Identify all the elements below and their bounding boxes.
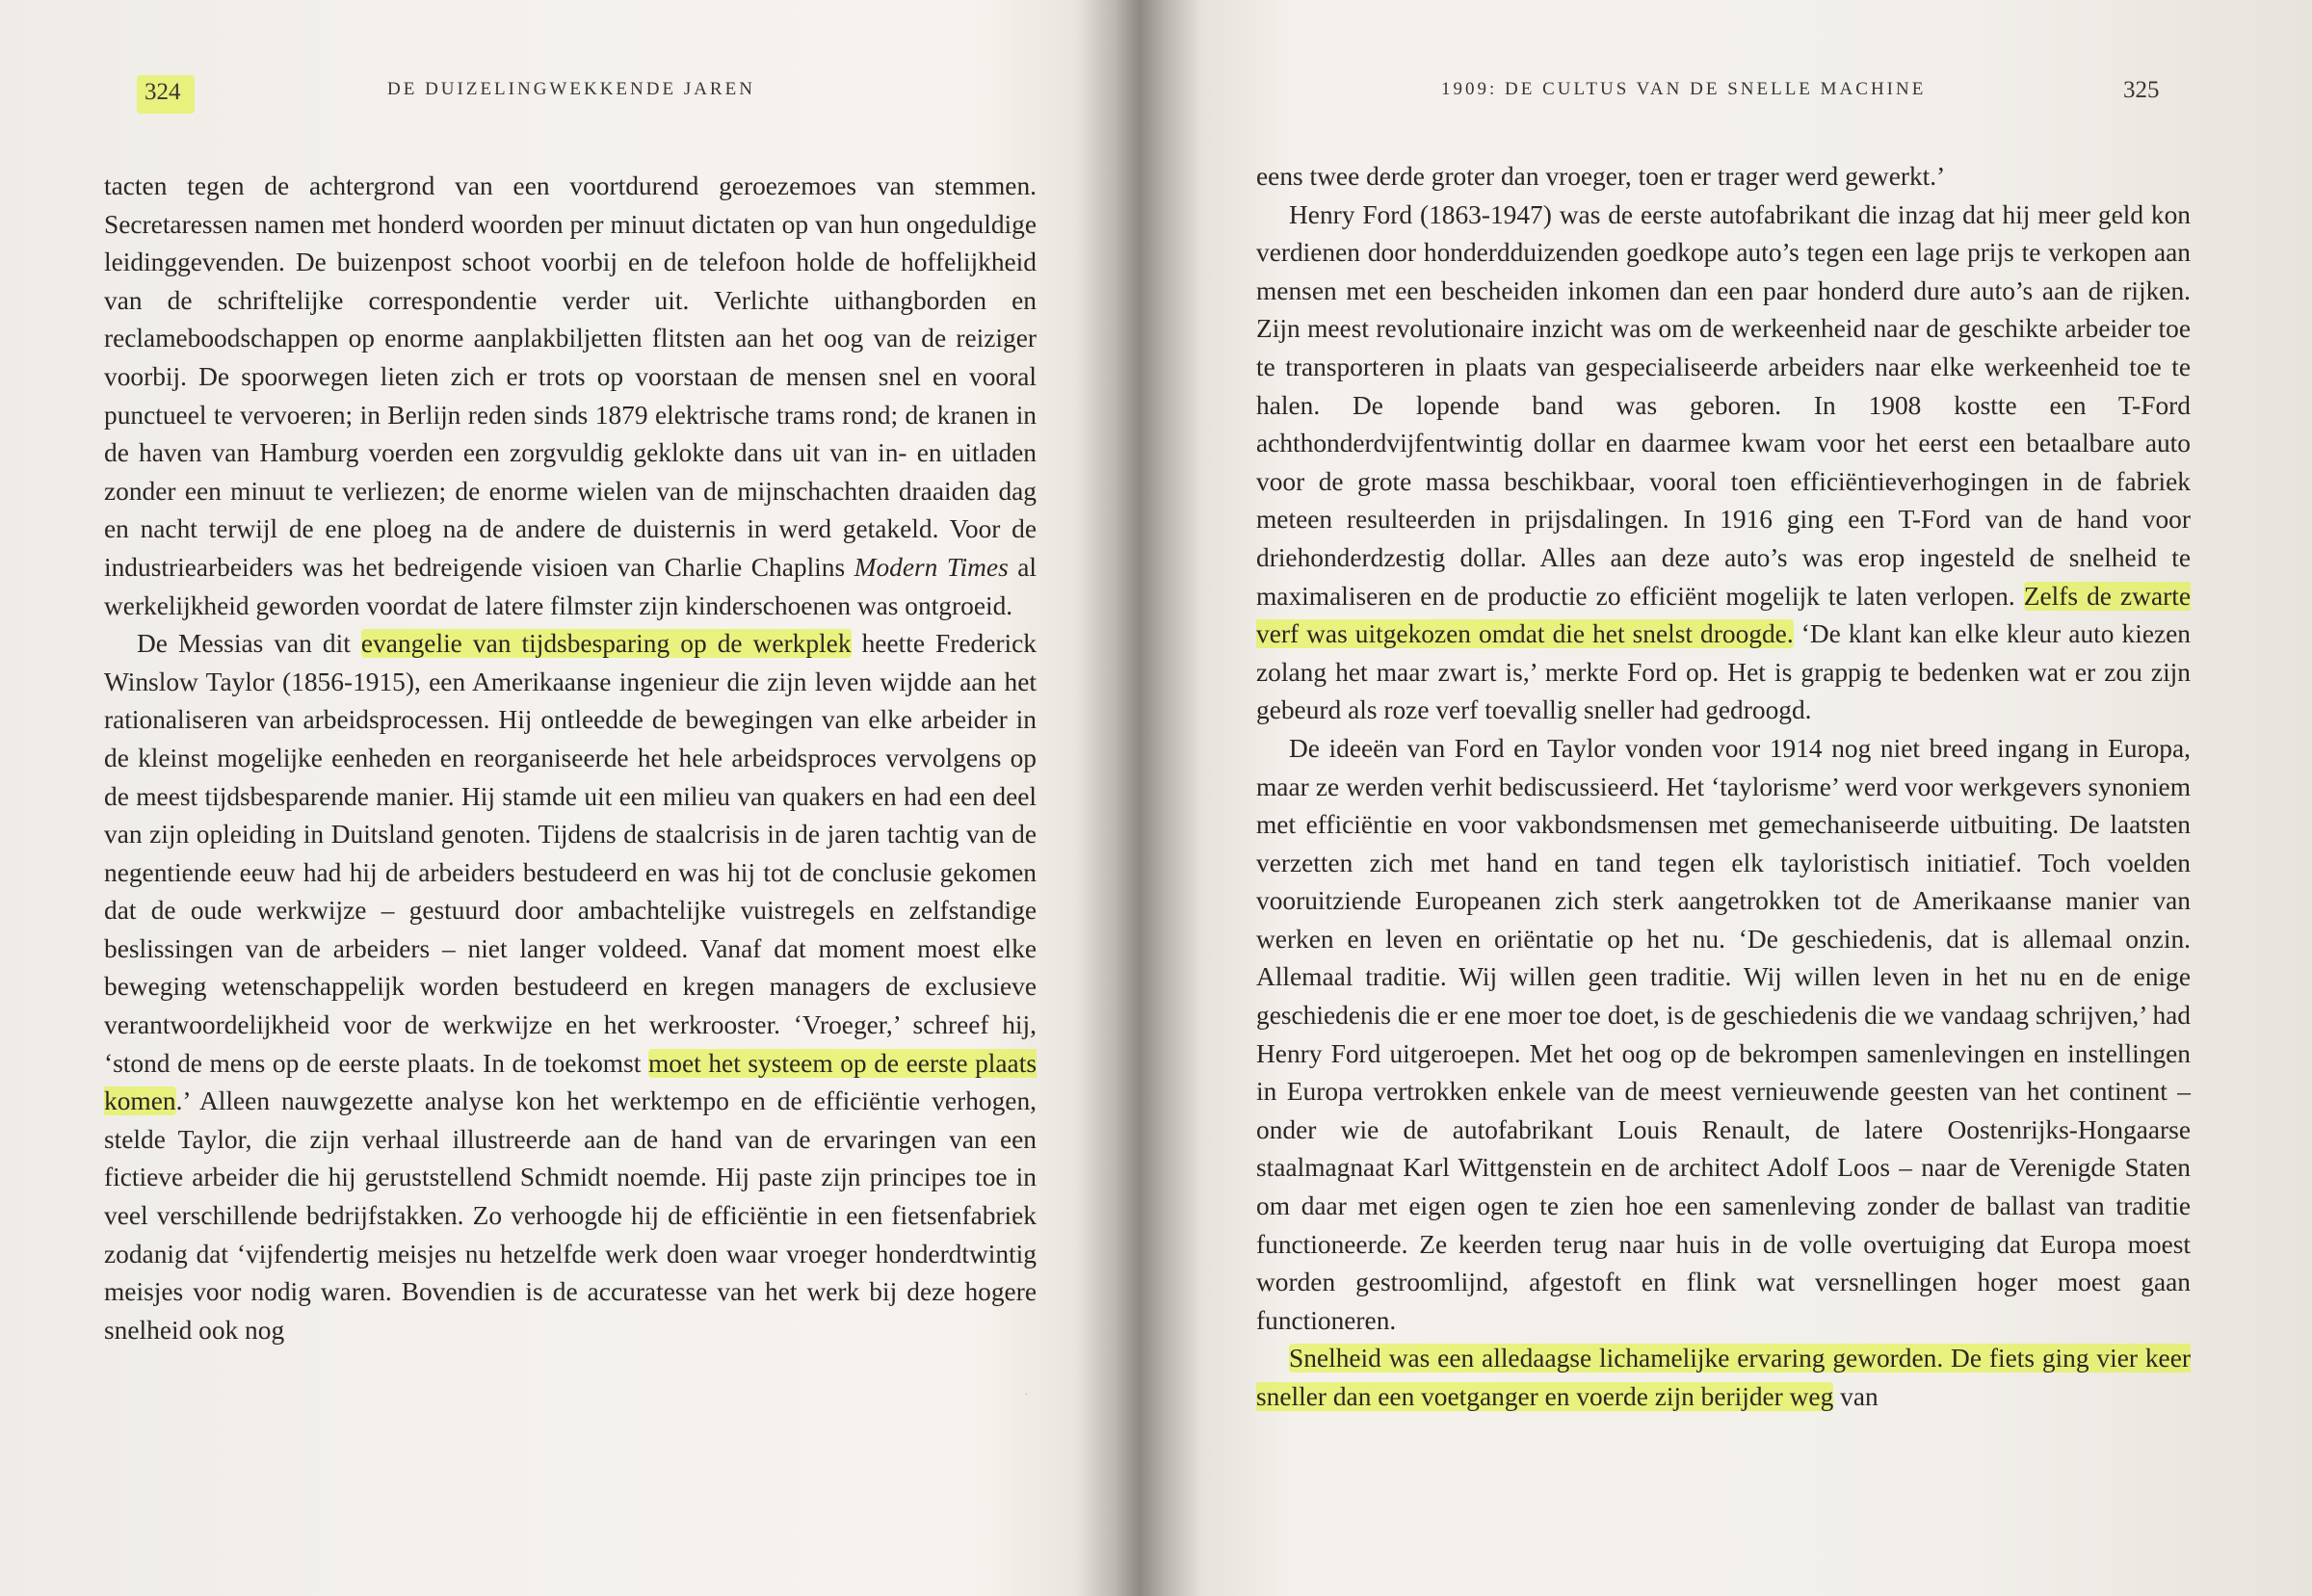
paragraph bbox=[1256, 730, 2191, 1341]
page-number-left: 324 bbox=[137, 75, 195, 114]
right-page bbox=[1187, 0, 2312, 1596]
highlighted-text: evangelie van tijdsbesparing op de werkplek bbox=[360, 629, 852, 659]
margin-mark: · bbox=[1023, 1384, 1030, 1405]
paragraph bbox=[1256, 1340, 2191, 1416]
text-run: eens twee derde groter dan vroeger, toen er trager werd gewerkt.’ bbox=[1256, 162, 1946, 191]
highlighted-text: Snelheid was een alledaagse lichamelijke ervaring geworden. De fiets ging vier keer sneller dan een voetganger en voerde zijn berijder weg bbox=[1256, 1344, 2191, 1411]
paragraph bbox=[1256, 158, 2191, 196]
text-run: tacten tegen de achtergrond van een voortdurend geroezemoes van stemmen. Secretaressen namen met honderd woorden per minuut dictaten op van hun ongeduldige leidinggevenden. De buizenpost schoot voorbij en de telefoon holde de hoffelijkheid van de schriftelijke correspondentie verder uit. Verlichte uithangborden en reclameboodschappen op enorme aanplakbiljetten flitsten aan het oog van de reiziger voorbij. De spoorwegen lieten zich er trots op voorstaan de mensen snel en vooral punctueel te vervoeren; in Berlijn reden sinds 1879 elektrische trams rond; de kranen in de haven van Hamburg voerden een zorgvuldig geklokte dans uit van in- en uitladen zonder een minuut te verliezen; de enorme wielen van de mijnschachten draaiden dag en nacht terwijl de ene ploeg na de andere de duisternis in werd getakeld. Voor de industriearbeiders was het bedreigende visioen van Charlie Chaplins bbox=[104, 171, 1037, 582]
highlighted-text: Zelfs de zwarte verf was uitgekozen omdat die het snelst droogde. bbox=[1256, 581, 2191, 649]
text-run: De ideeën van Ford en Taylor vonden voor 1914 nog niet breed ingang in Europa, maar ze werden verhit bediscussieerd. Het ‘taylorisme’ werd voor werkgevers synoniem met efficiëntie en voor vakbondsmensen met gemechaniseerde uitbuiting. De laatsten verzetten zich met hand en tand tegen elk tayloristisch initiatief. Toch voelden vooruitziende Europeanen zich sterk aangetrokken tot de Amerikaanse manier van werken en leven en oriëntatie op het nu. ‘De geschiedenis, dat is allemaal onzin. Allemaal traditie. Wij willen geen traditie. Wij willen leven in het nu en de enige geschiedenis die er ene moer toe doet, is de geschiedenis die we vandaag schrijven,’ had Henry Ford uitgeroepen. Met het oog op de bekrompen samenlevingen en instellingen in Europa vertrokken enkele van de meest vernieuwende geesten van het continent – onder wie de autofabrikant Louis Renault, de latere Oostenrijks-Hongaarse staalmagnaat Karl Wittgenstein en de architect Adolf Loos – naar de Verenigde Staten om daar met eigen ogen te zien hoe een samenleving zonder de ballast van traditie functioneerde. Ze keerden terug naar huis in de volle overtuiging dat Europa moest worden gestroomlijnd, afgestoft en flink wat versnellingen hoger moest gaan functioneren. bbox=[1256, 733, 2191, 1335]
text-run: ‘De klant kan elke kleur auto kiezen zolang het maar zwart is,’ merkte Ford op. Het is grappig te bedenken wat er zou zijn gebeurd als roze verf toevallig sneller had gedroogd. bbox=[1256, 619, 2191, 725]
italic-title: Modern Times bbox=[854, 552, 1009, 582]
text-run: Henry Ford (1863-1947) was de eerste autofabrikant die inzag dat hij meer geld kon verdienen door honderdduizenden goedkope auto’s tegen een lage prijs te verkopen aan mensen met een bescheiden inkomen dan een paar honderd dure auto’s aan de rijken. Zijn meest revolutionaire inzicht was om de werkeenheid naar de geschikte arbeider toe te transporteren in plaats van gespecialiseerde arbeiders naar elke werkeenheid toe te halen. De lopende band was geboren. In 1908 kostte een T-Ford achthonderdvijfentwintig dollar en daarmee kwam voor het eerst een betaalbare auto voor de grote massa beschikbaar, vooral toen efficiëntieverhogingen in de fabriek meteen resulteerden in prijsdalingen. In 1916 ging een T-Ford van de hand voor driehonderdzestig dollar. Alles aan deze auto’s was erop ingesteld de snelheid te maximaliseren en de productie zo efficiënt mogelijk te laten verlopen. bbox=[1256, 199, 2191, 611]
paragraph bbox=[1256, 196, 2191, 730]
highlighted-text: moet het systeem op de eerste plaats komen bbox=[104, 1048, 1037, 1116]
text-run: .’ Alleen nauwgezette analyse kon het werktempo en de efficiëntie verhogen, stelde Taylor, die zijn verhaal illustreerde aan de hand van de ervaringen van een fictieve arbeider die hij geruststellend Schmidt noemde. Hij paste zijn principes toe in veel verschillende bedrijfstakken. Zo verhoogde hij de efficiëntie in een fietsenfabriek zodanig dat ‘vijfendertig meisjes nu hetzelfde werk doen waar vroeger honderdtwintig meisjes voor nodig waren. Bovendien is de accuratesse van het werk bij deze hogere snelheid ook nog bbox=[104, 1086, 1037, 1345]
text-run: van bbox=[1833, 1382, 1878, 1411]
paragraph bbox=[104, 168, 1037, 625]
paragraph bbox=[104, 625, 1037, 1349]
running-head-left: DE DUIZELINGWEKKENDE JAREN bbox=[387, 79, 755, 99]
page-number-right: 325 bbox=[2123, 77, 2160, 103]
left-page-body bbox=[104, 168, 1037, 1349]
text-run: De Messias van dit bbox=[137, 629, 361, 659]
text-run: heette Frederick Winslow Taylor (1856-1915), een Amerikaanse ingenieur die zijn leven wijdde aan het rationaliseren van arbeidsprocessen. Hij ontleedde de bewegingen van elke arbeider in de kleinst mogelijke eenheden en reorganiseerde het hele arbeidsproces vervolgens op de meest tijdsbesparende manier. Hij stamde uit een milieu van quakers en had een deel van zijn opleiding in Duitsland genoten. Tijdens de staalcrisis in de jaren tachtig van de negentiende eeuw had hij de arbeiders bestudeerd en was hij tot de conclusie gekomen dat de oude werkwijze – gestuurd door ambachtelijke vuistregels en zelfstandige beslissingen van de arbeiders – niet langer voldeed. Vanaf dat moment moest elke beweging wetenschappelijk worden bestudeerd en kregen managers de exclusieve verantwoordelijkheid voor de werkwijze en het werkrooster. ‘Vroeger,’ schreef hij, ‘stond de mens op de eerste plaats. In de toekomst bbox=[104, 629, 1037, 1078]
text-run: al werkelijkheid geworden voordat de latere filmster zijn kinderschoenen was ontgroeid. bbox=[104, 552, 1037, 620]
right-page-body bbox=[1256, 158, 2191, 1417]
left-page bbox=[0, 0, 1117, 1596]
running-head-right: 1909: DE CULTUS VAN DE SNELLE MACHINE bbox=[1441, 79, 1927, 99]
